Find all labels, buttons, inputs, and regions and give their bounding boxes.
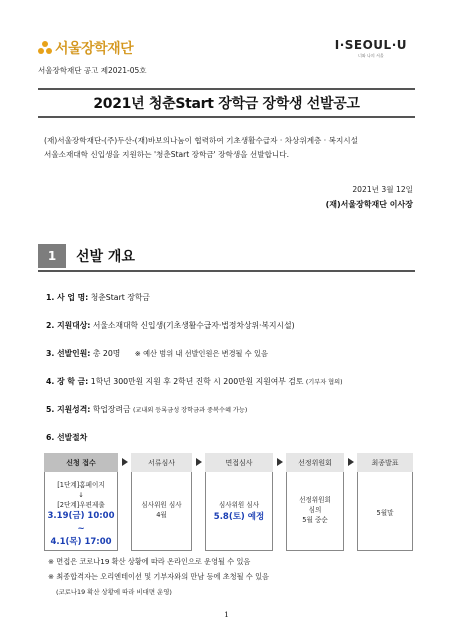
item-4-note: (기부자 협의) <box>305 379 343 386</box>
logo-right-text: I·SEOUL·U <box>334 38 407 52</box>
flow-step-3-date: 5.8(토) 예정 <box>213 512 265 522</box>
item-4-value: 1학년 300만원 지원 후 2학년 진학 시 200만원 지원여부 검토 <box>90 377 304 386</box>
flow-arrow-icon <box>196 458 202 466</box>
intro-line-1: (재)서울장학재단-(주)두산-(재)바보의나눔이 협력하여 기초생활수급자 · 차상위계층 · 복지시설 <box>44 136 358 145</box>
item-6-label: 6. 선발절차 <box>46 433 88 442</box>
flow-step-1-period-start: 3.19(금) 10:00 ~ <box>47 511 115 534</box>
flow-step-1-period-end: 4.1(목) 17:00 <box>50 537 112 547</box>
flow-step-4-line-1: 선정위원회 <box>299 496 331 504</box>
item-5-label: 5. 지원성격: <box>46 405 91 414</box>
item-3-value: 총 20명 <box>92 349 121 358</box>
item-4-label: 4. 장 학 금: <box>46 377 89 386</box>
note-contactless: (코로나19 확산 상황에 따라 비대면 운영) <box>56 588 172 596</box>
flow-step-1-arrow: ↓ <box>78 491 84 499</box>
flow-step-2-line-2: 4월 <box>156 511 167 519</box>
page-number: 1 <box>224 610 229 619</box>
note-interview-online: ※ 면접은 코로나19 확산 상황에 따라 온라인으로 운영될 수 있음 <box>48 557 251 566</box>
section-divider <box>38 270 415 272</box>
item-1-value: 청춘Start 장학금 <box>90 293 150 302</box>
flow-step-3-body <box>205 500 273 524</box>
note-orientation: ※ 최종합격자는 오리엔테이션 및 기부자와의 만남 등에 초청될 수 있음 <box>48 572 269 581</box>
flow-step-4-head: 선정위원회 <box>286 453 344 472</box>
flow-step-4-body <box>286 495 344 525</box>
intro-paragraph <box>44 134 414 162</box>
flow-step-5-body <box>357 508 413 518</box>
logo-mark-icon <box>38 41 52 55</box>
intro-line-2: 서울소재대학 신입생을 지원하는 '청춘Start 장학금' 장학생을 선발합니다. <box>44 150 290 159</box>
item-5-value: 학업장려금 <box>92 405 131 414</box>
item-5-note: (교내외 등록금성 장학금과 중복수혜 가능) <box>133 407 248 414</box>
section-heading <box>38 244 135 268</box>
iseoulu-logo <box>335 38 407 59</box>
item-support-type <box>46 404 247 415</box>
flow-step-1-head: 신청 접수 <box>44 453 118 472</box>
flow-step-2-head: 서류심사 <box>131 453 192 472</box>
seoul-scholarship-logo <box>38 38 133 58</box>
notice-number: 서울장학재단 공고 제2021-05호 <box>38 66 147 75</box>
flow-step-1-body <box>44 480 118 549</box>
flow-step-3-line-1: 심사위원 심사 <box>218 501 260 509</box>
flow-step-2-body <box>131 500 192 520</box>
flow-arrow-icon <box>348 458 354 466</box>
item-selection-process <box>46 432 87 443</box>
issuer: (재)서울장학재단 이사장 <box>325 200 413 209</box>
item-2-label: 2. 지원대상: <box>46 321 91 330</box>
item-quota <box>46 348 268 359</box>
flow-step-4-line-3: 5월 중순 <box>302 516 328 524</box>
item-2-value: 서울소재대학 신입생(기초생활수급자·법정차상위·복지시설) <box>92 321 295 330</box>
flow-step-1-line-1: [1단계]홈페이지 <box>57 481 105 489</box>
flow-arrow-icon <box>277 458 283 466</box>
flow-step-2-line-1: 심사위원 심사 <box>141 501 182 509</box>
flow-step-1-line-3: [2단계]우편제출 <box>57 501 105 509</box>
flow-step-5-head: 최종발표 <box>357 453 413 472</box>
section-number: 1 <box>38 244 66 268</box>
section-title: 선발 개요 <box>76 249 135 265</box>
flow-arrow-icon <box>122 458 128 466</box>
page-title: 2021년 청춘Start 장학금 장학생 선발공고 <box>38 88 415 118</box>
item-3-note: ※ 예산 범위 내 선발인원은 변경될 수 있음 <box>134 349 268 358</box>
item-program-name <box>46 292 150 303</box>
logo-right-sub: 너와 나의 서울 <box>358 53 384 58</box>
flow-step-5-line-1: 5월말 <box>376 509 394 517</box>
logo-left-text: 서울장학재단 <box>55 41 134 57</box>
item-eligibility <box>46 320 295 331</box>
flow-step-3-head: 면접심사 <box>205 453 273 472</box>
item-3-label: 3. 선발인원: <box>46 349 91 358</box>
flow-step-4-line-2: 심의 <box>308 506 322 514</box>
item-1-label: 1. 사 업 명: <box>46 293 89 302</box>
item-scholarship <box>46 376 343 387</box>
announcement-date: 2021년 3월 12일 <box>352 185 413 194</box>
